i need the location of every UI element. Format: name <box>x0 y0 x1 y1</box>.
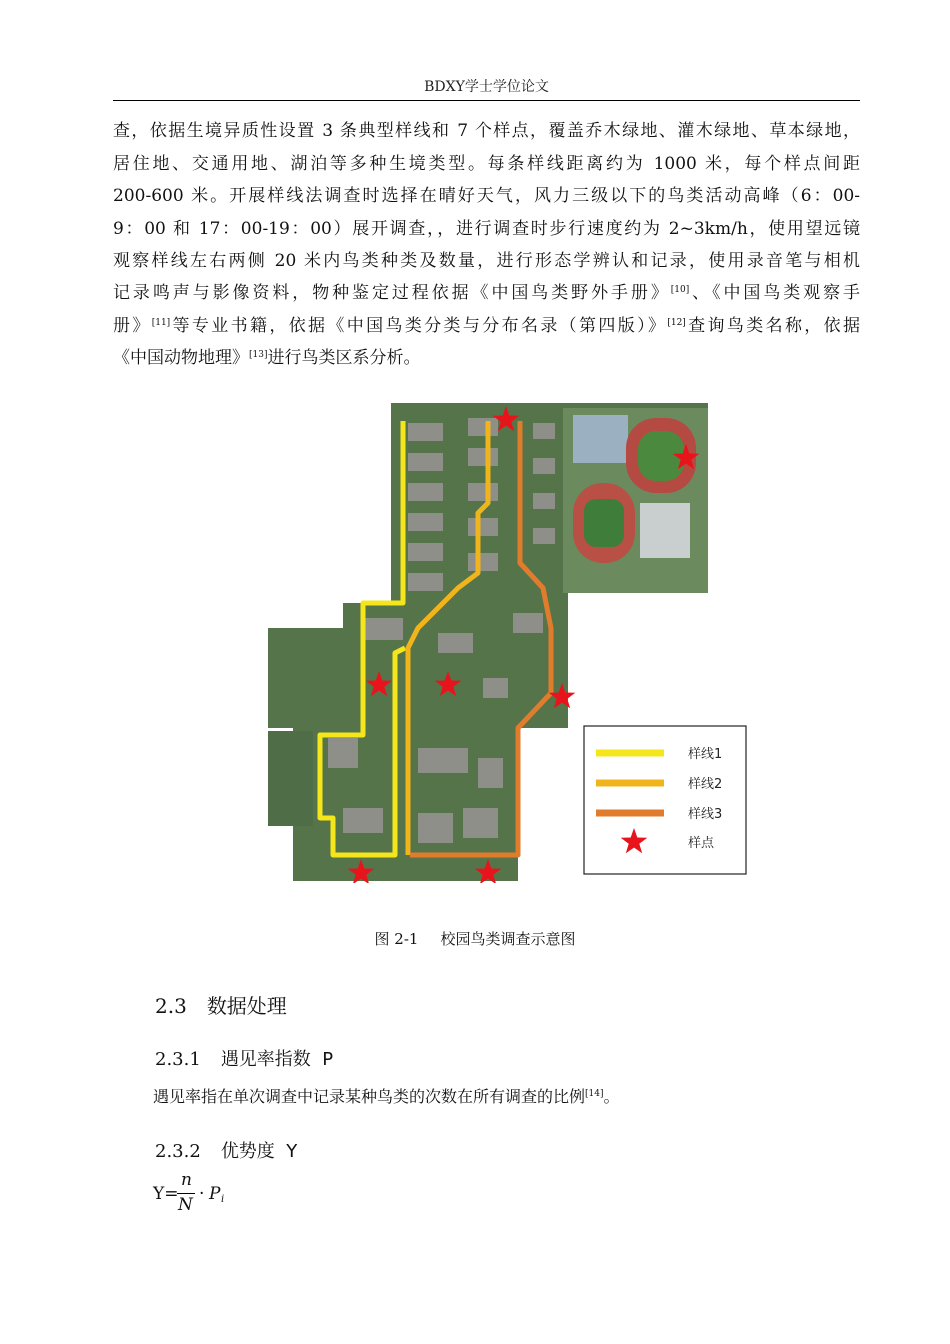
subsection-2-number: 2.3.2 <box>155 1141 201 1162</box>
header-rule <box>113 100 860 101</box>
citation-11: [11] <box>151 318 171 328</box>
campus-map-svg <box>268 403 748 883</box>
paragraph-line-7 <box>113 316 860 336</box>
formula-dot: · <box>199 1184 205 1204</box>
campus-survey-map-figure <box>268 403 748 883</box>
section-number: 2.3 <box>155 994 187 1018</box>
legend-label-transect-2: 样线2 <box>688 777 723 792</box>
formula-subscript: i <box>221 1194 225 1205</box>
formula-p: P <box>209 1184 221 1204</box>
formula-numerator: n <box>181 1170 192 1190</box>
subsection-1-title: 遇见率指数 P <box>220 1049 334 1070</box>
encounter-rate-definition <box>153 1087 620 1107</box>
section-heading <box>155 990 287 1019</box>
line-8-text-a: 《中国动物地理》 <box>113 348 249 368</box>
paragraph-line-4: 9：00 和 17：00-19：00）展开调查，，进行调查时步行速度约为 2~3km/h，使用望远镜 <box>113 219 860 239</box>
line-6-text-b: 、《中国鸟类观察手 <box>689 283 861 303</box>
legend-label-sample-point: 样点 <box>688 836 715 851</box>
citation-10: [10] <box>670 285 690 295</box>
formula-fraction-bar <box>177 1193 195 1194</box>
paragraph-line-5: 观察样线左右两侧 20 米内鸟类种类及数量，进行形态学辨认和记录，使用录音笔与相机 <box>113 251 860 271</box>
formula-denominator: N <box>178 1195 193 1215</box>
paragraph-line-2: 居住地、交通用地、湖泊等多种生境类型。每条样线距离约为 1000 米，每个样点间距 <box>113 154 860 174</box>
citation-13: [13] <box>249 350 268 360</box>
subsection-2-title: 优势度 Y <box>220 1141 298 1162</box>
subsection-heading-2 <box>155 1137 297 1163</box>
citation-14: [14] <box>585 1089 604 1099</box>
line-8-text-b: 进行鸟类区系分析。 <box>267 348 421 368</box>
paragraph-line-8 <box>113 348 860 368</box>
subsection-1-number: 2.3.1 <box>155 1049 201 1070</box>
figure-number: 图 2-1 <box>374 930 419 948</box>
page-header: BDXY学士学位论文 <box>424 79 549 95</box>
paragraph-line-3: 200-600 米。开展样线法调查时选择在晴好天气，风力三级以下的鸟类活动高峰（6：00- <box>113 186 860 206</box>
paragraph-line-1: 查，依据生境异质性设置 3 条典型样线和 7 个样点，覆盖乔木绿地、灌木绿地、草本绿地， <box>113 121 860 141</box>
citation-12: [12] <box>667 318 686 328</box>
line-6-text-a: 记录鸣声与影像资料，物种鉴定过程依据《中国鸟类野外手册》 <box>113 283 671 303</box>
legend-label-transect-1: 样线1 <box>688 747 723 762</box>
legend-label-transect-3: 样线3 <box>688 807 723 822</box>
subsection-heading-1 <box>155 1045 333 1071</box>
line-7-text-b: 等专业书籍，依据《中国鸟类分类与分布名录（第四版）》 <box>170 316 668 336</box>
definition-end: 。 <box>603 1087 620 1106</box>
map-legend <box>584 726 746 874</box>
paragraph-line-6 <box>113 283 860 303</box>
figure-caption <box>0 928 950 949</box>
formula-lhs: Y= <box>153 1184 179 1204</box>
definition-text: 遇见率指在单次调查中记录某种鸟类的次数在所有调查的比例 <box>153 1087 586 1106</box>
section-title: 数据处理 <box>206 994 287 1018</box>
line-7-text-a: 册》 <box>113 316 152 336</box>
figure-caption-text: 校园鸟类调查示意图 <box>440 930 576 948</box>
line-7-text-c: 查询鸟类名称，依据 <box>685 316 861 336</box>
